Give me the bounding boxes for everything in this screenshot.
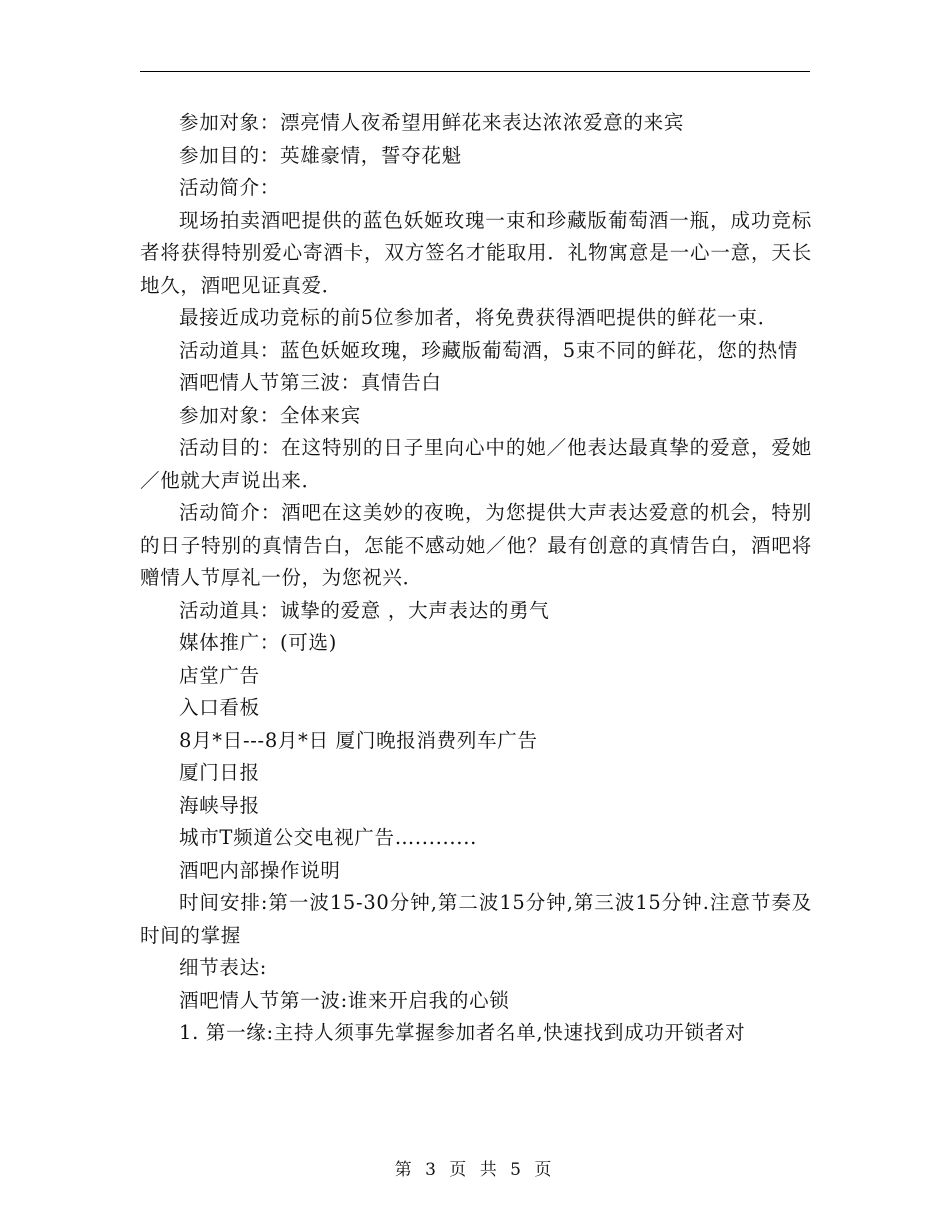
paragraph: 活动道具：诚挚的爱意 ，大声表达的勇气 <box>179 598 550 622</box>
paragraph: 参加对象：漂亮情人夜希望用鲜花来表达浓浓爱意的来宾 <box>179 111 685 134</box>
paragraph: 现场拍卖酒吧提供的蓝色妖姬玫瑰一束和珍藏版葡萄酒一瓶，成功竞标者将获得特别爱心寄酒卡，双方签名才能取用．礼物寓意是一心一意，天长地久，酒吧见证真爱． <box>140 208 812 297</box>
page-body <box>140 107 812 1050</box>
paragraph: 活动简介： <box>179 176 281 199</box>
paragraph: 细节表达: <box>179 956 268 979</box>
paragraph: 活动目的：在这特别的日子里向心中的她／他表达最真挚的爱意，爱她／他就大声说出来． <box>140 436 812 492</box>
paragraph: 最接近成功竞标的前5位参加者，将免费获得酒吧提供的鲜花一束． <box>179 306 778 329</box>
list-item: 海峡导报 <box>179 793 260 817</box>
header-rule <box>140 71 810 72</box>
section-heading: 酒吧内部操作说明 <box>179 858 341 882</box>
paragraph: 酒吧情人节第一波:谁来开启我的心锁 <box>179 988 510 1012</box>
paragraph: 活动简介：酒吧在这美妙的夜晚，为您提供大声表达爱意的机会，特别的日子特别的真情告白，怎能不感动她／他？最有创意的真情告白，酒吧将赠情人节厚礼一份，为您祝兴． <box>140 501 812 589</box>
paragraph: 参加对象：全体来宾 <box>179 403 361 427</box>
list-item: 城市T频道公交电视广告…......... <box>179 826 477 849</box>
paragraph: 活动道具：蓝色妖姬玫瑰，珍藏版葡萄酒，5束不同的鲜花，您的热情 <box>179 338 799 362</box>
list-item: 入口看板 <box>179 696 260 719</box>
paragraph: 时间安排:第一波15-30分钟,第二波15分钟,第三波15分钟.注意节奏及时间的掌握 <box>140 891 812 947</box>
list-item: 厦门日报 <box>179 761 260 784</box>
section-heading: 酒吧情人节第三波：真情告白 <box>179 371 442 394</box>
paragraph: 媒体推广：(可选) <box>179 631 338 654</box>
list-item: 店堂广告 <box>179 663 260 687</box>
paragraph: 参加目的：英雄豪情，誓夺花魁 <box>179 143 462 167</box>
list-item: 1. 第一缘:主持人须事先掌握参加者名单,快速找到成功开锁者对 <box>179 1021 746 1044</box>
list-item: 8月*日---8月*日 厦门晚报消费列车广告 <box>179 728 538 752</box>
page-footer: 第 3 页 共 5 页 <box>394 1160 556 1180</box>
